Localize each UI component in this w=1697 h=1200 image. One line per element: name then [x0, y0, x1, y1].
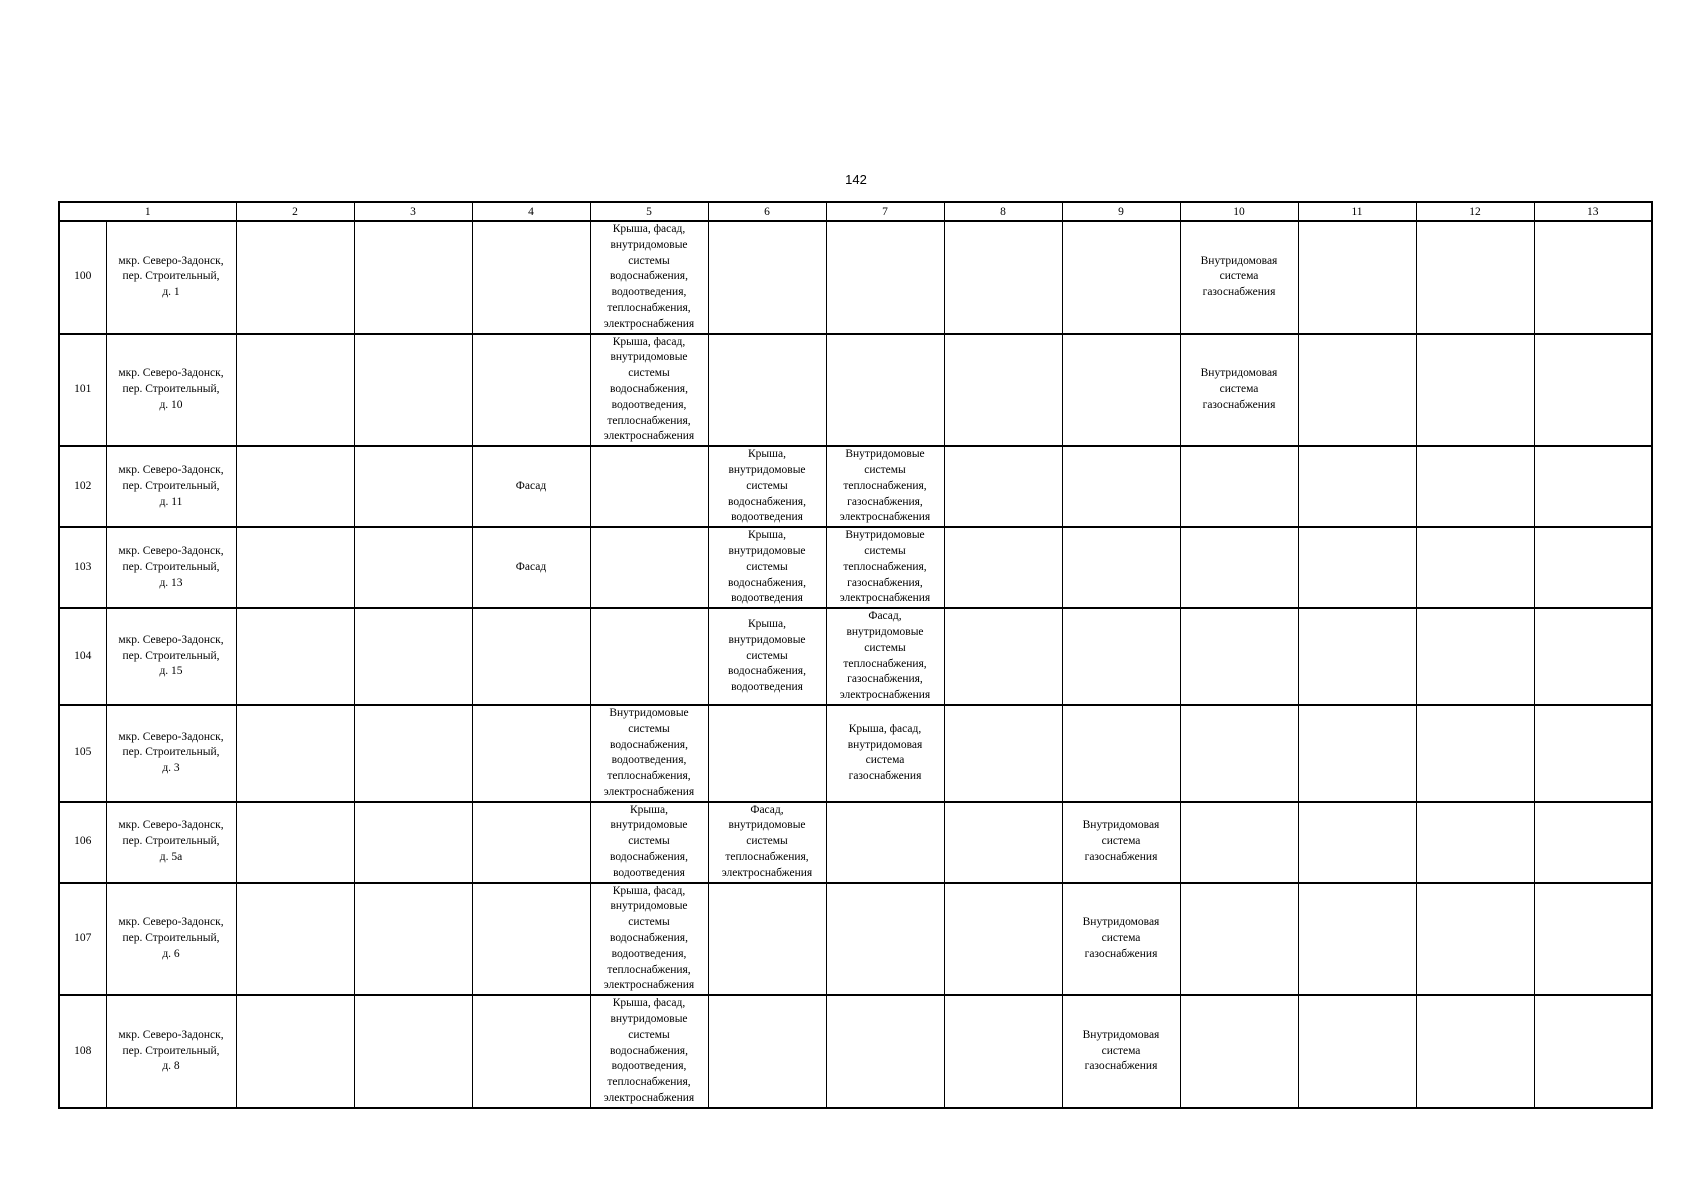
row-number-cell: 105	[59, 705, 106, 802]
work-cell-col-5: Крыша, фасад, внутридомовые системы водоснабжения, водоотведения, теплоснабжения, электроснабжения	[590, 221, 708, 334]
work-cell-col-5	[590, 608, 708, 705]
work-cell-col-6: Крыша, внутридомовые системы водоснабжения, водоотведения	[708, 527, 826, 608]
work-cell-col-12	[1416, 883, 1534, 996]
work-cell-col-8	[944, 705, 1062, 802]
work-cell-col-8	[944, 527, 1062, 608]
work-cell-col-7	[826, 802, 944, 883]
row-number-cell: 107	[59, 883, 106, 996]
address-cell: мкр. Северо-Задонск, пер. Строительный, д. 13	[106, 527, 236, 608]
work-cell-col-13	[1534, 221, 1652, 334]
header-cell: 13	[1534, 202, 1652, 221]
header-cell: 8	[944, 202, 1062, 221]
work-cell-col-7: Фасад, внутридомовые системы теплоснабжения, газоснабжения, электроснабжения	[826, 608, 944, 705]
work-cell-col-6	[708, 883, 826, 996]
work-cell-col-9: Внутридомовая система газоснабжения	[1062, 802, 1180, 883]
work-cell-col-9	[1062, 527, 1180, 608]
work-cell-col-11	[1298, 995, 1416, 1108]
work-cell-col-10	[1180, 705, 1298, 802]
work-cell-col-5: Внутридомовые системы водоснабжения, водоотведения, теплоснабжения, электроснабжения	[590, 705, 708, 802]
work-cell-col-5	[590, 527, 708, 608]
work-cell-col-2	[236, 527, 354, 608]
header-cell: 10	[1180, 202, 1298, 221]
work-cell-col-6	[708, 334, 826, 447]
work-cell-col-7: Крыша, фасад, внутридомовая система газоснабжения	[826, 705, 944, 802]
header-cell: 5	[590, 202, 708, 221]
header-cell: 12	[1416, 202, 1534, 221]
work-cell-col-10: Внутридомовая система газоснабжения	[1180, 334, 1298, 447]
work-cell-col-4	[472, 608, 590, 705]
work-cell-col-12	[1416, 221, 1534, 334]
table-body	[59, 202, 1652, 1108]
work-cell-col-5	[590, 446, 708, 527]
table-row	[59, 334, 1652, 447]
work-cell-col-9: Внутридомовая система газоснабжения	[1062, 883, 1180, 996]
header-cell: 2	[236, 202, 354, 221]
work-cell-col-9	[1062, 705, 1180, 802]
header-cell: 4	[472, 202, 590, 221]
table-row	[59, 527, 1652, 608]
work-cell-col-4: Фасад	[472, 446, 590, 527]
work-cell-col-7: Внутридомовые системы теплоснабжения, газоснабжения, электроснабжения	[826, 527, 944, 608]
work-cell-col-6	[708, 995, 826, 1108]
work-cell-col-4	[472, 221, 590, 334]
work-cell-col-3	[354, 446, 472, 527]
address-cell: мкр. Северо-Задонск, пер. Строительный, д. 6	[106, 883, 236, 996]
table-row	[59, 995, 1652, 1108]
work-cell-col-12	[1416, 608, 1534, 705]
work-cell-col-5: Крыша, фасад, внутридомовые системы водоснабжения, водоотведения, теплоснабжения, электроснабжения	[590, 995, 708, 1108]
work-cell-col-11	[1298, 608, 1416, 705]
work-cell-col-8	[944, 802, 1062, 883]
header-cell: 7	[826, 202, 944, 221]
work-cell-col-13	[1534, 995, 1652, 1108]
work-cell-col-5: Крыша, фасад, внутридомовые системы водоснабжения, водоотведения, теплоснабжения, электроснабжения	[590, 334, 708, 447]
work-cell-col-6: Фасад, внутридомовые системы теплоснабжения, электроснабжения	[708, 802, 826, 883]
row-number-cell: 100	[59, 221, 106, 334]
row-number-cell: 103	[59, 527, 106, 608]
work-cell-col-13	[1534, 446, 1652, 527]
work-cell-col-11	[1298, 221, 1416, 334]
work-cell-col-11	[1298, 705, 1416, 802]
work-cell-col-8	[944, 334, 1062, 447]
work-cell-col-12	[1416, 802, 1534, 883]
work-cell-col-8	[944, 995, 1062, 1108]
work-cell-col-4	[472, 802, 590, 883]
work-cell-col-10	[1180, 527, 1298, 608]
table-row	[59, 446, 1652, 527]
address-cell: мкр. Северо-Задонск, пер. Строительный, д. 11	[106, 446, 236, 527]
work-cell-col-11	[1298, 527, 1416, 608]
address-cell: мкр. Северо-Задонск, пер. Строительный, д. 8	[106, 995, 236, 1108]
page-number: 142	[845, 172, 867, 187]
work-cell-col-2	[236, 995, 354, 1108]
work-cell-col-7	[826, 995, 944, 1108]
work-cell-col-10	[1180, 802, 1298, 883]
work-cell-col-11	[1298, 883, 1416, 996]
work-cell-col-3	[354, 995, 472, 1108]
work-cell-col-13	[1534, 608, 1652, 705]
work-cell-col-6	[708, 221, 826, 334]
work-cell-col-9	[1062, 334, 1180, 447]
work-cell-col-4	[472, 334, 590, 447]
work-cell-col-13	[1534, 802, 1652, 883]
work-cell-col-9	[1062, 608, 1180, 705]
work-cell-col-2	[236, 446, 354, 527]
address-cell: мкр. Северо-Задонск, пер. Строительный, д. 3	[106, 705, 236, 802]
table-row	[59, 608, 1652, 705]
work-cell-col-2	[236, 705, 354, 802]
work-cell-col-7: Внутридомовые системы теплоснабжения, газоснабжения, электроснабжения	[826, 446, 944, 527]
work-cell-col-9: Внутридомовая система газоснабжения	[1062, 995, 1180, 1108]
work-cell-col-4: Фасад	[472, 527, 590, 608]
header-cell: 11	[1298, 202, 1416, 221]
work-cell-col-8	[944, 446, 1062, 527]
work-cell-col-10	[1180, 995, 1298, 1108]
repair-schedule-table	[58, 201, 1653, 1109]
work-cell-col-3	[354, 608, 472, 705]
work-cell-col-3	[354, 705, 472, 802]
work-cell-col-3	[354, 883, 472, 996]
work-cell-col-4	[472, 705, 590, 802]
work-cell-col-8	[944, 608, 1062, 705]
work-cell-col-7	[826, 334, 944, 447]
work-cell-col-6: Крыша, внутридомовые системы водоснабжения, водоотведения	[708, 446, 826, 527]
work-cell-col-7	[826, 883, 944, 996]
header-cell: 9	[1062, 202, 1180, 221]
work-cell-col-12	[1416, 334, 1534, 447]
work-cell-col-12	[1416, 446, 1534, 527]
header-row	[59, 202, 1652, 221]
table-row	[59, 802, 1652, 883]
work-cell-col-10	[1180, 446, 1298, 527]
work-cell-col-2	[236, 883, 354, 996]
work-cell-col-9	[1062, 221, 1180, 334]
work-cell-col-5: Крыша, фасад, внутридомовые системы водоснабжения, водоотведения, теплоснабжения, электроснабжения	[590, 883, 708, 996]
work-cell-col-12	[1416, 995, 1534, 1108]
row-number-cell: 104	[59, 608, 106, 705]
header-cell: 6	[708, 202, 826, 221]
row-number-cell: 101	[59, 334, 106, 447]
work-cell-col-10: Внутридомовая система газоснабжения	[1180, 221, 1298, 334]
table-row	[59, 705, 1652, 802]
work-cell-col-12	[1416, 705, 1534, 802]
work-cell-col-3	[354, 527, 472, 608]
work-cell-col-13	[1534, 883, 1652, 996]
work-cell-col-5: Крыша, внутридомовые системы водоснабжения, водоотведения	[590, 802, 708, 883]
work-cell-col-8	[944, 221, 1062, 334]
work-cell-col-3	[354, 334, 472, 447]
row-number-cell: 108	[59, 995, 106, 1108]
work-cell-col-6	[708, 705, 826, 802]
work-cell-col-12	[1416, 527, 1534, 608]
header-cell: 3	[354, 202, 472, 221]
address-cell: мкр. Северо-Задонск, пер. Строительный, д. 15	[106, 608, 236, 705]
work-cell-col-3	[354, 221, 472, 334]
table-row	[59, 883, 1652, 996]
header-cell: 1	[59, 202, 236, 221]
address-cell: мкр. Северо-Задонск, пер. Строительный, д. 5а	[106, 802, 236, 883]
work-cell-col-6: Крыша, внутридомовые системы водоснабжения, водоотведения	[708, 608, 826, 705]
work-cell-col-11	[1298, 446, 1416, 527]
row-number-cell: 102	[59, 446, 106, 527]
work-cell-col-11	[1298, 334, 1416, 447]
work-cell-col-11	[1298, 802, 1416, 883]
work-cell-col-10	[1180, 883, 1298, 996]
table-row	[59, 221, 1652, 334]
work-cell-col-8	[944, 883, 1062, 996]
address-cell: мкр. Северо-Задонск, пер. Строительный, д. 10	[106, 334, 236, 447]
work-cell-col-9	[1062, 446, 1180, 527]
work-cell-col-2	[236, 608, 354, 705]
work-cell-col-10	[1180, 608, 1298, 705]
work-cell-col-4	[472, 995, 590, 1108]
row-number-cell: 106	[59, 802, 106, 883]
work-cell-col-13	[1534, 334, 1652, 447]
address-cell: мкр. Северо-Задонск, пер. Строительный, д. 1	[106, 221, 236, 334]
work-cell-col-13	[1534, 705, 1652, 802]
work-cell-col-2	[236, 334, 354, 447]
work-cell-col-13	[1534, 527, 1652, 608]
work-cell-col-2	[236, 802, 354, 883]
work-cell-col-2	[236, 221, 354, 334]
work-cell-col-4	[472, 883, 590, 996]
work-cell-col-7	[826, 221, 944, 334]
work-cell-col-3	[354, 802, 472, 883]
